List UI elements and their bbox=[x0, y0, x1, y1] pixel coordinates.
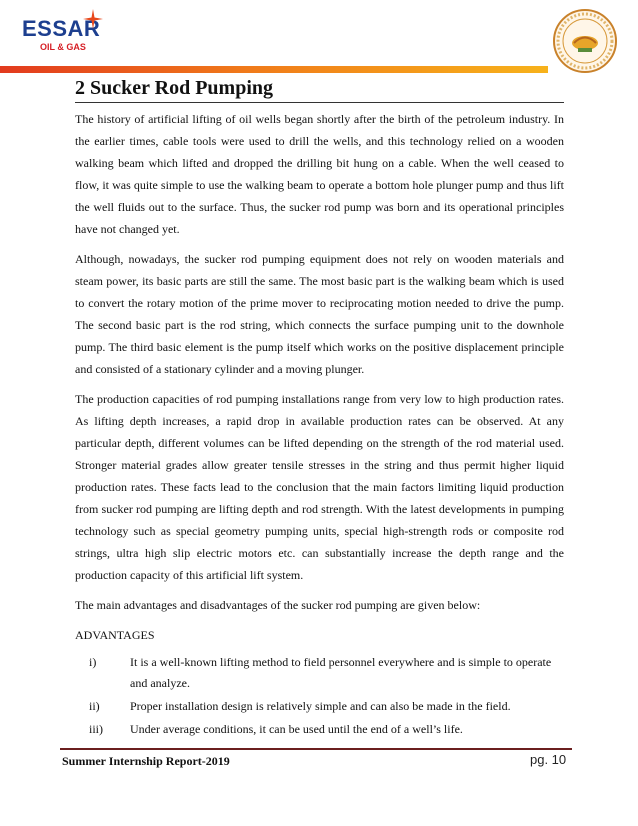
footer-divider bbox=[60, 748, 572, 750]
list-item-text: Proper installation design is relatively simple and can also be made in the field. bbox=[130, 699, 511, 713]
title-underline bbox=[75, 102, 564, 103]
section-body bbox=[75, 108, 564, 742]
advantages-heading: ADVANTAGES bbox=[75, 628, 155, 642]
list-item bbox=[75, 652, 564, 694]
header-accent-bar bbox=[0, 66, 548, 73]
logo-wordmark: ESSAR bbox=[22, 16, 101, 41]
list-item-number: iii) bbox=[89, 722, 103, 736]
essar-logo bbox=[22, 8, 112, 56]
page-number: pg. 10 bbox=[530, 752, 567, 767]
footer-report-title: Summer Internship Report-2019 bbox=[62, 754, 230, 768]
logo-subtitle: OIL & GAS bbox=[40, 42, 86, 52]
paragraph-capacities: The production capacities of rod pumping installations range from very low to high production rates. As lifting depth increases, a rapid drop in available production rates can be observed. At any particular depth, different volumes can be lifted depending on the strength of the rod material used. Stronger material grades allow greater tensile stresses in the string and thus permit higher liquid production rates. These facts lead to the conclusion that the main factors limiting liquid production from sucker rod pumping are lifting depth and rod strength. With the latest developments in pumping technology such as special geometry pumping units, special high-strength rods or composite rod strings, ultra high slip electric motors etc. can substantially increase the depth range and the production capacity of this artificial lift system. bbox=[75, 392, 564, 582]
university-seal-icon bbox=[552, 8, 618, 74]
list-item bbox=[75, 719, 564, 740]
list-item-text: It is a well-known lifting method to field personnel everywhere and is simple to operate and analyze. bbox=[130, 655, 552, 690]
list-item-number: ii) bbox=[89, 699, 100, 713]
star-spark-icon bbox=[82, 8, 104, 30]
paragraph-equipment: Although, nowadays, the sucker rod pumping equipment does not rely on wooden materials and steam power, its basic parts are still the same. The most basic part is the walking beam which is used to convert the rotary motion of the prime mover to reciprocating motion needed to drive the pump. The second basic part is the rod string, which connects the surface pumping unit to the downhole pump. The third basic element is the pump itself which works on the positive displacement principle and consisted of a stationary cylinder and a moving plunger. bbox=[75, 252, 564, 376]
section-title: 2 Sucker Rod Pumping bbox=[75, 77, 274, 99]
list-item-number: i) bbox=[89, 655, 97, 669]
paragraph-intro-list: The main advantages and disadvantages of the sucker rod pumping are given below: bbox=[75, 598, 481, 612]
list-item bbox=[75, 696, 564, 717]
advantages-list bbox=[75, 652, 564, 740]
list-item-text: Under average conditions, it can be used until the end of a well’s life. bbox=[130, 722, 463, 736]
paragraph-history: The history of artificial lifting of oil wells began shortly after the birth of the petroleum industry. In the earlier times, cable tools were used to drill the wells, and this technology relied on a wooden walking beam which lifted and dropped the drilling bit hung on a cable. When the well ceased to flow, it was quite simple to use the walking beam to operate a bottom hole plunger pump and thus lift the well fluids out to the surface. Thus, the sucker rod pump was born and its operational principles have not changed yet. bbox=[75, 112, 564, 236]
